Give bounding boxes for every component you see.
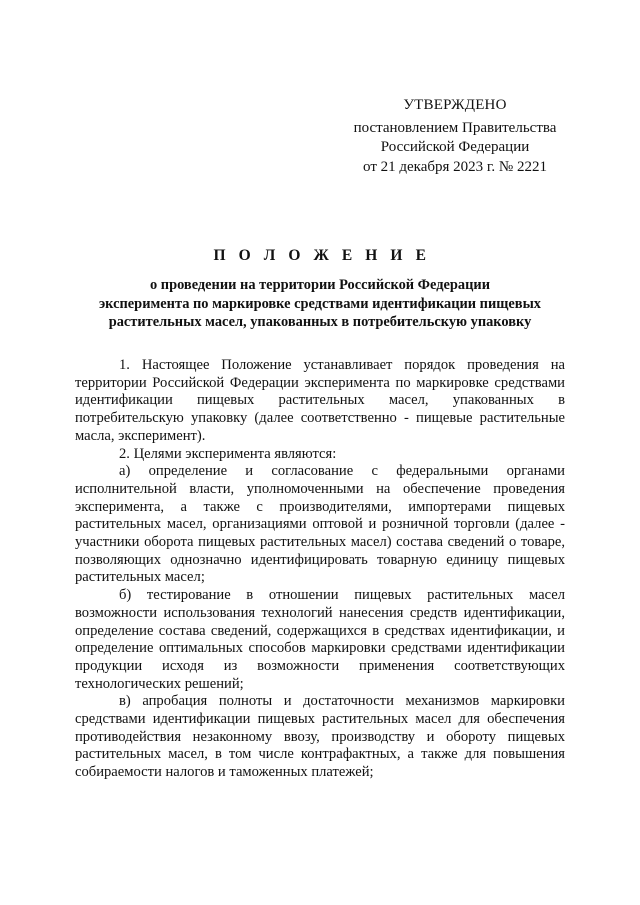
document-title: П О Л О Ж Е Н И Е	[213, 247, 431, 264]
subtitle-line-3: растительных масел, упакованных в потребительскую упаковку	[108, 314, 532, 330]
document-subtitle	[70, 276, 570, 332]
paragraph-2a: а) определение и согласование с федеральными органами исполнительной власти, уполномоченными на обеспечение проведения эксперимента, а также с производителями, импортерами пищевых растительных масел, организациями оптовой и розничной торговли (далее - участники оборота пищевых растительных масел) состава сведений о товаре, позволяющих однозначно идентифицировать товарную единицу пищевых растительных масел;	[75, 463, 565, 586]
paragraph-2: 2. Целями эксперимента являются:	[119, 445, 337, 462]
subtitle-line-2: эксперимента по маркировке средствами идентификации пищевых	[98, 295, 542, 312]
document-heading	[70, 247, 570, 332]
approval-line-2: Российской Федерации	[380, 139, 530, 155]
approval-line-1: постановлением Правительства	[353, 119, 557, 136]
approved-label: УТВЕРЖДЕНО	[403, 97, 507, 113]
approval-stamp-block	[340, 96, 570, 177]
paragraph-2b: б) тестирование в отношении пищевых растительных масел возможности использования технологий нанесения средств идентификации, определение состава сведений, содержащихся в средствах идентификации, и определение оптимальных способов маркировки средствами идентификации продукции исходя из возможности применения соответствующих технологических решений;	[75, 587, 565, 692]
approval-line-3: от 21 декабря 2023 г. № 2221	[363, 158, 547, 175]
paragraph-1: 1. Настоящее Положение устанавливает порядок проведения на территории Российской Федерации эксперимента по маркировке средствами идентификации пищевых растительных масел, упакованных в потребительскую упаковку (далее соответственно - пищевые растительные масла, эксперимент).	[75, 357, 565, 444]
subtitle-line-1: о проведении на территории Российской Федерации	[150, 277, 490, 293]
paragraph-2c: в) апробация полноты и достаточности механизмов маркировки средствами идентификации пищевых растительных масел для обеспечения противодействия незаконному ввозу, производству и обороту пищевых растительных масел, в том числе контрафактных, а также для повышения собираемости налогов и таможенных платежей;	[75, 693, 565, 781]
document-body	[75, 357, 565, 782]
